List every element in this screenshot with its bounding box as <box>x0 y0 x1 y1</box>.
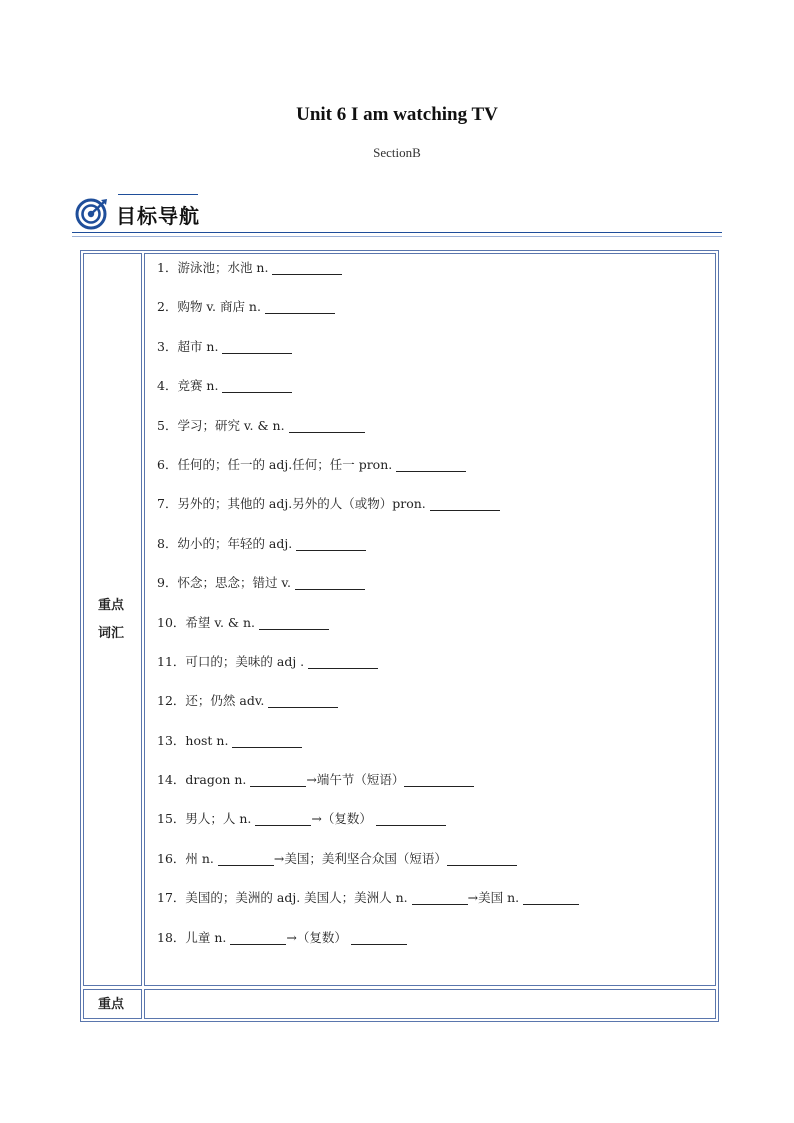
vocab-item-text: 17．美国的；美洲的 adj. 美国人；美洲人 n. <box>157 890 412 906</box>
vocab-item <box>157 809 707 848</box>
vocab-item-suffix: →（复数） <box>311 811 376 827</box>
vocab-item-suffix: →端午节（短语） <box>306 772 405 788</box>
answer-blank[interactable] <box>230 930 286 945</box>
vocab-item-text: 14．dragon n. <box>157 772 251 788</box>
target-icon <box>75 197 109 231</box>
vocab-item-text: 6．任何的；任一的 adj.任何；任一 pron. <box>157 456 397 472</box>
vocab-item <box>157 494 707 533</box>
table-row-content-cell <box>144 989 716 1019</box>
vocab-item <box>157 573 707 612</box>
vocab-item-text: 12．还；仍然 adv. <box>157 693 269 709</box>
vocab-item <box>157 691 707 730</box>
answer-blank[interactable] <box>259 615 329 630</box>
vocab-item <box>157 337 707 376</box>
answer-blank[interactable] <box>250 772 306 787</box>
row-label-key-vocab <box>80 592 142 648</box>
answer-blank[interactable] <box>289 418 365 433</box>
row-label-line: 重点 <box>97 997 124 1012</box>
answer-blank[interactable] <box>296 536 366 551</box>
vocab-item <box>157 652 707 691</box>
vocab-item-text: 18．儿童 n. <box>157 929 231 945</box>
answer-blank[interactable] <box>430 496 500 511</box>
answer-blank[interactable] <box>412 890 468 905</box>
answer-blank[interactable] <box>523 890 579 905</box>
vocab-item-text: 1．游泳池；水池 n. <box>157 260 273 275</box>
answer-blank[interactable] <box>404 772 474 787</box>
row-label-line: 重点 <box>97 598 124 613</box>
answer-blank[interactable] <box>351 930 407 945</box>
vocab-item-text: 5．学习；研究 v. & n. <box>157 417 289 433</box>
section-title: 目标导航 <box>116 204 200 228</box>
section-rule-thin <box>72 236 722 237</box>
vocab-item-text: 8．幼小的；年轻的 adj. <box>157 535 297 551</box>
vocab-item <box>157 849 707 888</box>
vocab-item <box>157 376 707 415</box>
vocab-item-text: 10．希望 v. & n. <box>157 614 260 630</box>
vocab-item-text: 2．购物 v. 商店 n. <box>157 299 265 315</box>
vocab-item <box>157 613 707 652</box>
vocab-item-text: 3．超市 n. <box>157 338 223 354</box>
vocab-item <box>157 770 707 809</box>
vocab-item <box>157 534 707 573</box>
vocab-item <box>157 888 707 927</box>
answer-blank[interactable] <box>308 654 378 669</box>
answer-blank[interactable] <box>222 339 292 354</box>
vocab-item <box>157 928 707 967</box>
row-label-key-points <box>80 991 142 1019</box>
vocab-item-text: 9．怀念；思念；错过 v. <box>157 575 295 591</box>
vocab-item-suffix: →（复数） <box>286 929 351 945</box>
answer-blank[interactable] <box>376 811 446 826</box>
vocab-item-text: 4．竞赛 n. <box>157 378 223 394</box>
vocab-item-suffix: →美国 n. <box>467 890 524 906</box>
vocab-item-text: 11．可口的；美味的 adj . <box>157 653 309 669</box>
vocab-item-text: 7．另外的；其他的 adj.另外的人（或物）pron. <box>157 496 430 512</box>
answer-blank[interactable] <box>218 851 274 866</box>
vocab-item-text: 16．州 n. <box>157 850 218 866</box>
vocab-item <box>157 455 707 494</box>
row-label-line: 词汇 <box>97 626 124 641</box>
vocab-list <box>157 258 707 967</box>
answer-blank[interactable] <box>265 299 335 314</box>
vocab-item-suffix: →美国；美利坚合众国（短语） <box>273 850 447 866</box>
answer-blank[interactable] <box>255 811 311 826</box>
answer-blank[interactable] <box>447 851 517 866</box>
answer-blank[interactable] <box>268 693 338 708</box>
answer-blank[interactable] <box>272 260 342 275</box>
vocab-item-text: 13．host n. <box>157 732 233 748</box>
answer-blank[interactable] <box>222 378 292 393</box>
vocab-item <box>157 297 707 336</box>
page-title: Unit 6 I am watching TV <box>296 104 498 125</box>
section-rule <box>72 232 722 233</box>
vocab-item <box>157 416 707 455</box>
section-top-rule <box>118 194 198 195</box>
vocab-item <box>157 258 707 297</box>
answer-blank[interactable] <box>232 733 302 748</box>
answer-blank[interactable] <box>396 457 466 472</box>
vocab-item <box>157 731 707 770</box>
vocab-item-text: 15．男人；人 n. <box>157 811 256 827</box>
answer-blank[interactable] <box>295 575 365 590</box>
page-subtitle: SectionB <box>373 145 421 160</box>
